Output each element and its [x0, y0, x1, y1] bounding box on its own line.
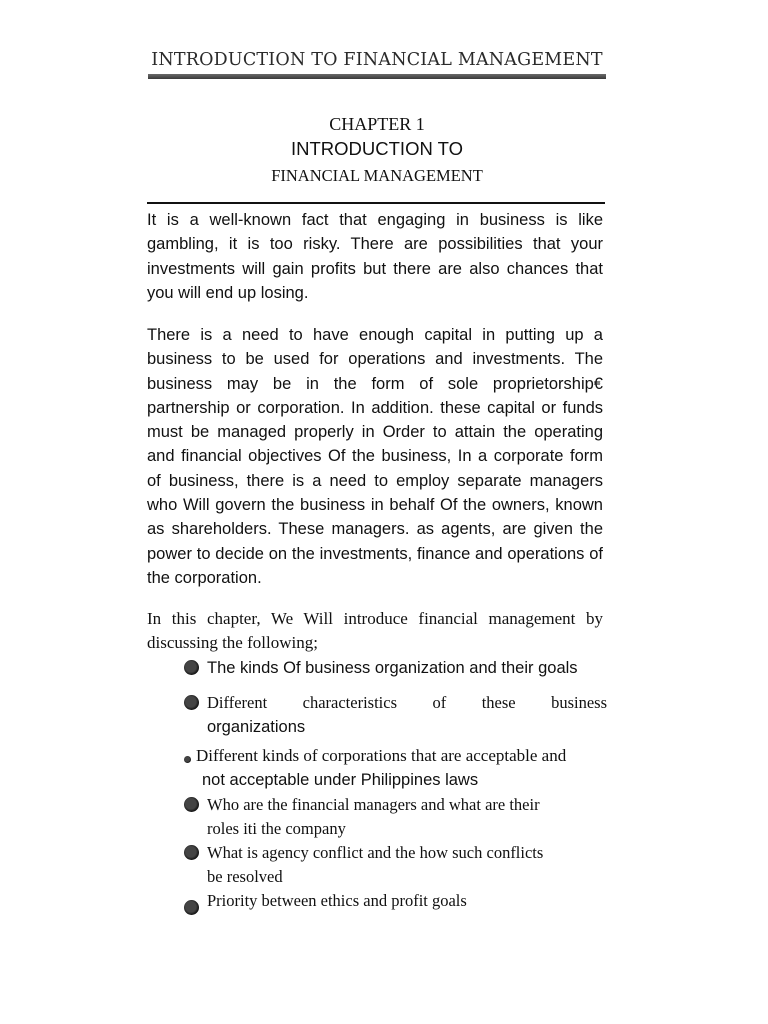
bullet-item-line: not acceptable under Philippines laws [202, 771, 479, 789]
bullet-icon [184, 660, 199, 675]
bullet-item-line: be resolved [207, 867, 283, 886]
bullet-item-line: What is agency conflict and the how such conflicts [207, 843, 544, 862]
bullet-item-line: Different characteristics of these business [207, 693, 607, 712]
bullet-icon [184, 900, 199, 915]
bullet-item-line: roles iti the company [207, 819, 346, 838]
title-divider [147, 202, 605, 204]
bullet-item [207, 691, 607, 739]
bullet-item: Priority between ethics and profit goals [207, 891, 467, 910]
bullet-item-line: Different kinds of corporations that are acceptable and [196, 746, 567, 765]
running-header [148, 46, 606, 82]
bullet-icon [184, 695, 199, 710]
bullet-item [196, 744, 636, 792]
chapter-title-line1: INTRODUCTION TO [291, 138, 463, 159]
bullet-item [207, 793, 607, 841]
paragraph-chapter-overview: In this chapter, We Will introduce financial management by discussing the following; [147, 609, 603, 653]
bullet-icon [184, 797, 199, 812]
chapter-number: CHAPTER 1 [329, 114, 425, 134]
bullet-item [207, 841, 607, 889]
bullet-item-line: Who are the financial managers and what are their [207, 795, 540, 814]
paragraph-intro: It is a well-known fact that engaging in business is like gambling, it is too risky. There are possibilities that your investments will gain profits but there are also chances that you will end up losing. [147, 211, 603, 302]
bullet-icon [184, 756, 191, 763]
paragraph-capital: There is a need to have enough capital in putting up a business to be used for operations and investments. The business may be in the form of sole proprietorship€ partnership or corporation. In addition. these capital or funds must be managed properly in Order to attain the operating and financial objectives Of the business, In a corporate form of business, there is a need to employ separate managers who Will govern the business in behalf Of the owners, known as shareholders. These managers. as agents, are given the power to decide on the investments, finance and operations of the corporation. [147, 326, 603, 587]
chapter-title-line2: FINANCIAL MANAGEMENT [271, 166, 483, 185]
bullet-item: The kinds Of business organization and their goals [207, 659, 578, 677]
bullet-item-line: organizations [207, 718, 306, 736]
running-header-title: INTRODUCTION TO FINANCIAL MANAGEMENT [151, 50, 603, 70]
running-header-rule [148, 74, 606, 79]
bullet-icon [184, 845, 199, 860]
